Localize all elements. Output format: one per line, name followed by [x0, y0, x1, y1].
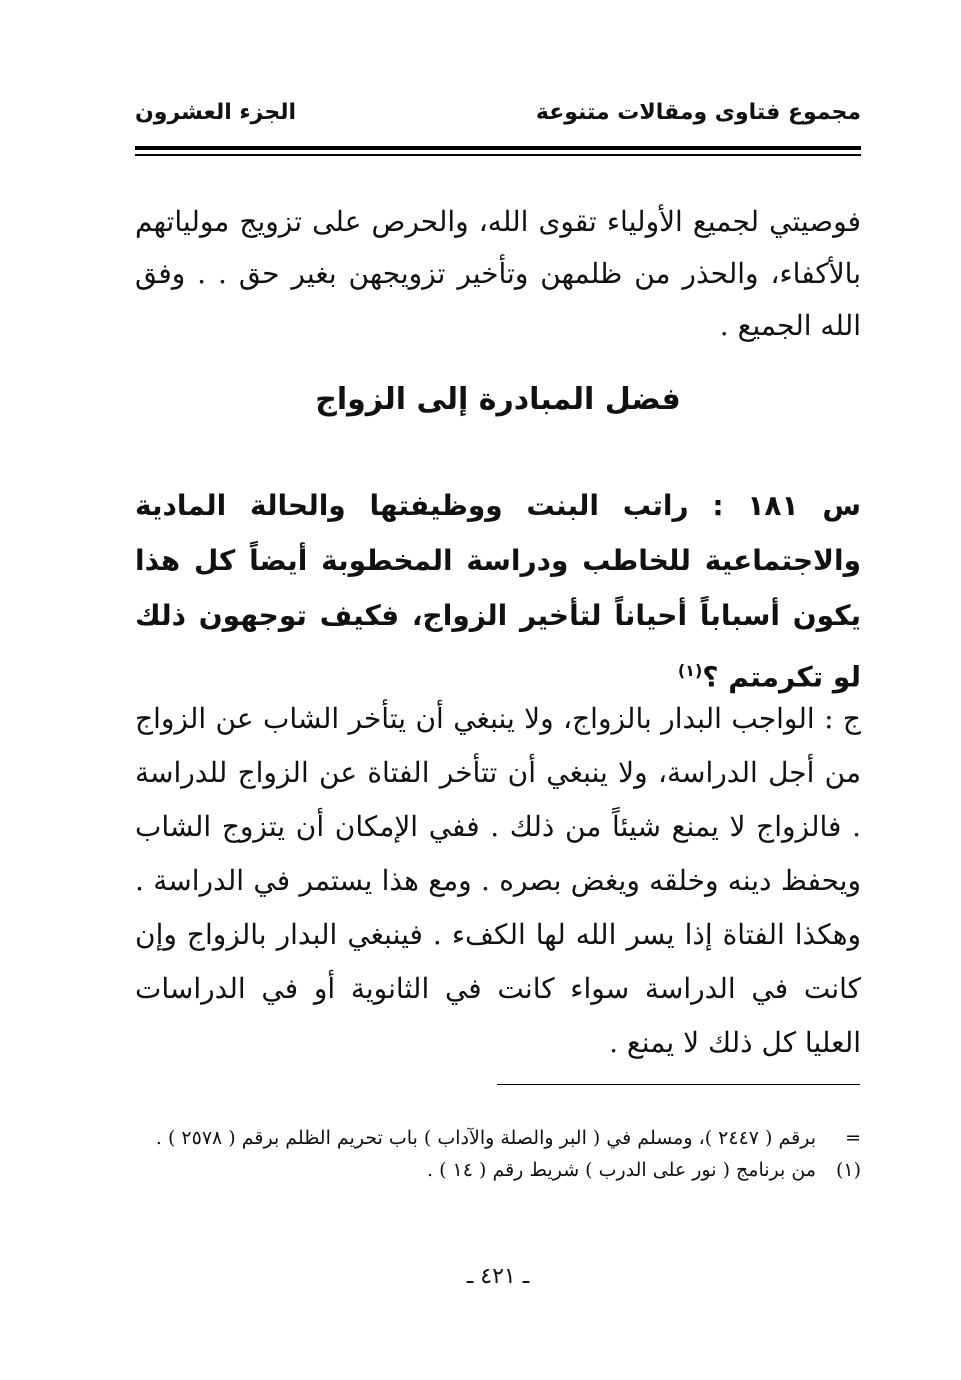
page-number: ـ ٤٢١ ـ [466, 1264, 530, 1289]
question-text: س ١٨١ : راتب البنت ووظيفتها والحالة المادية والاجتماعية للخاطب ودراسة المخطوبة أيضاً كل هذا يكون أسباباً أحياناً لتأخير الزواج، فكيف توجهون ذلك لو تكرمتم ؟ [135, 489, 861, 694]
intro-paragraph: فوصيتي لجميع الأولياء تقوى الله، والحرص على تزويج مولياتهم بالأكفاء، والحذر من ظلمهن وتأخير تزويجهن بغير حق . . وفق الله الجميع . [135, 205, 861, 342]
footnote-item [135, 1154, 861, 1186]
volume-label: الجزء العشرون [135, 100, 296, 125]
footnotes [135, 1122, 861, 1186]
footnote-item [135, 1122, 861, 1154]
footnote-reference: (١) [677, 661, 703, 680]
header-rule-thick [135, 146, 861, 150]
section-title: فضل المبادرة إلى الزواج [315, 382, 681, 417]
footnote-mark: (١) [835, 1159, 861, 1181]
answer-paragraph: ج : الواجب البدار بالزواج، ولا ينبغي أن يتأخر الشاب عن الزواج من أجل الدراسة، ولا ينبغي أن تتأخر الفتاة عن الزواج للدراسة . فالزواج لا يمنع شيئاً من ذلك . ففي الإمكان أن يتزوج الشاب ويحفظ دينه وخلقه ويغض بصره . ومع هذا يستمر في الدراسة . وهكذا الفتاة إذا يسر الله لها الكفء . فينبغي البدار بالزواج وإن كانت في الدراسة سواء كانت في الثانوية أو في الدراسات العليا كل ذلك لا يمنع . [135, 702, 861, 1059]
running-header [135, 92, 861, 132]
question-paragraph [135, 478, 861, 704]
footnote-text: برقم ( ٢٤٤٧ )، ومسلم في ( البر والصلة والآداب ) باب تحريم الظلم برقم ( ٢٥٧٨ ) . [155, 1127, 816, 1149]
footnote-text: من برنامج ( نور على الدرب ) شريط رقم ( ١٤ ) . [427, 1159, 816, 1181]
book-title: مجموع فتاوى ومقالات متنوعة [535, 100, 861, 125]
header-rule-thin [135, 154, 861, 156]
footnote-separator [497, 1084, 860, 1085]
footnote-mark: = [845, 1127, 861, 1149]
